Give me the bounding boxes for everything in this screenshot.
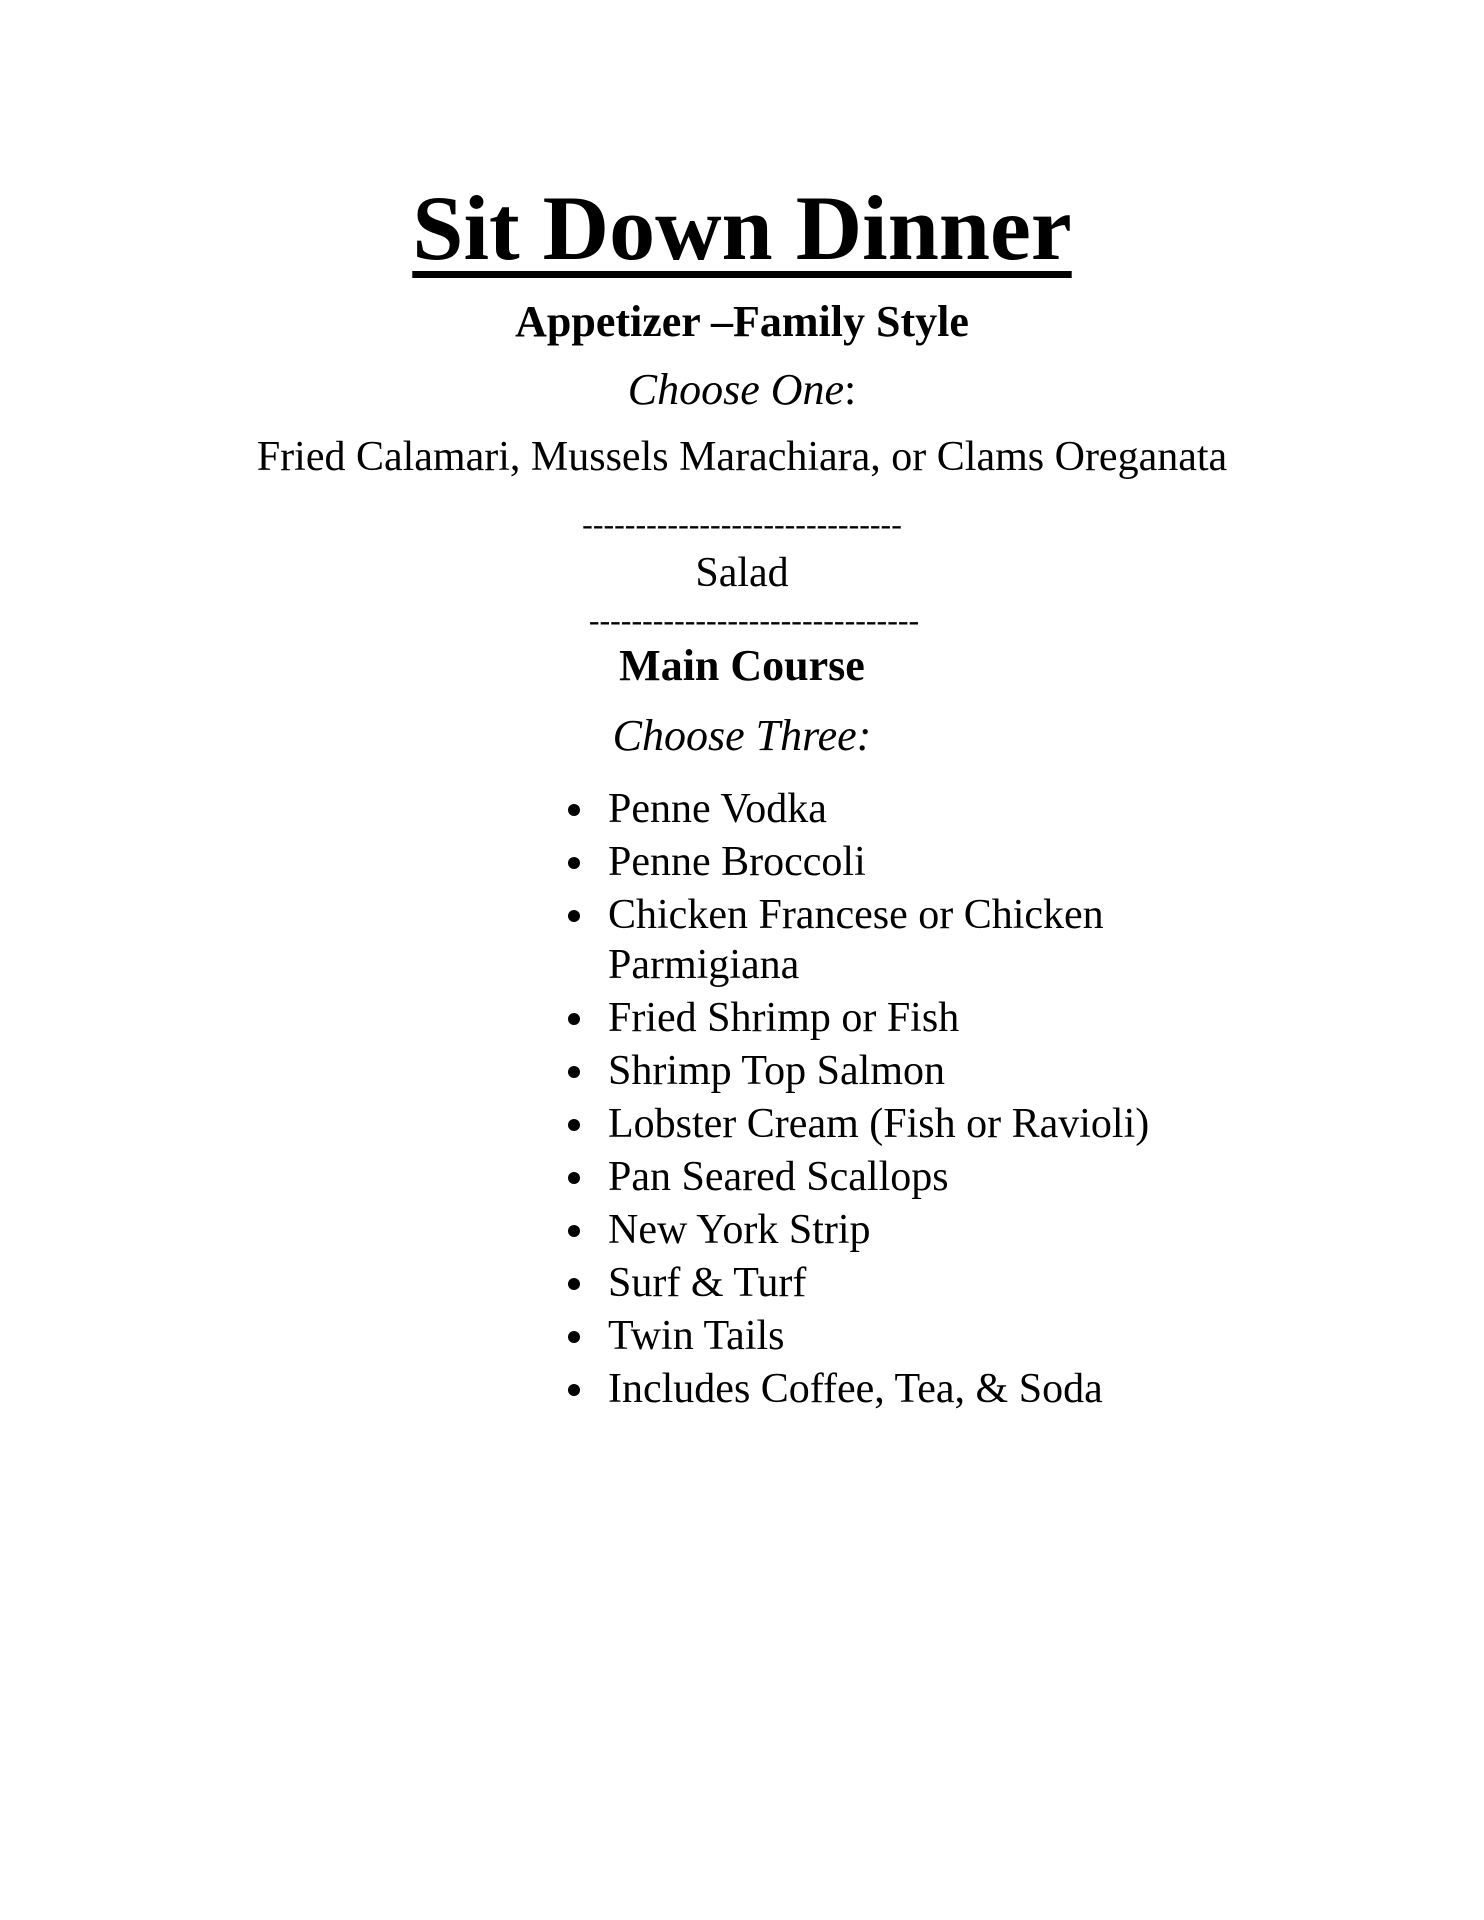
list-item-label: Shrimp Top Salmon <box>608 1048 945 1094</box>
list-item-label: Surf & Turf <box>608 1260 807 1306</box>
list-item-label: Includes Coffee, Tea, & Soda <box>608 1366 1103 1412</box>
list-item-label: Penne Broccoli <box>608 839 866 885</box>
salad-course: Salad <box>695 550 789 596</box>
list-item-label: Twin Tails <box>608 1313 785 1359</box>
bullet-icon <box>568 1384 580 1396</box>
list-item <box>562 784 1248 834</box>
main-course-choose-instruction: Choose Three: <box>612 711 872 760</box>
list-item <box>562 1205 1248 1255</box>
page-title: Sit Down Dinner <box>412 177 1072 279</box>
bullet-icon <box>568 804 580 816</box>
list-item-label: New York Strip <box>608 1207 871 1253</box>
bullet-icon <box>568 1278 580 1290</box>
bullet-icon <box>568 1225 580 1237</box>
list-item-label: Lobster Cream (Fish or Ravioli) <box>608 1101 1150 1147</box>
list-item-label: Penne Vodka <box>608 786 827 832</box>
bullet-icon <box>568 1331 580 1343</box>
bullet-icon <box>568 1172 580 1184</box>
appetizer-choose-label: Choose One <box>627 365 845 414</box>
list-item <box>562 1258 1248 1308</box>
main-course-list <box>562 784 1262 1417</box>
list-item <box>562 1364 1248 1414</box>
main-course-heading: Main Course <box>619 641 865 690</box>
appetizer-choose-colon: : <box>844 365 857 414</box>
list-item <box>562 837 1248 887</box>
appetizer-heading: Appetizer –Family Style <box>515 297 969 346</box>
divider-bottom: ------------------------------- <box>588 602 920 638</box>
appetizer-options: Fried Calamari, Mussels Marachiara, or Clams Oreganata <box>256 434 1228 480</box>
bullet-icon <box>568 1119 580 1131</box>
list-item <box>562 1152 1248 1202</box>
bullet-icon <box>568 910 580 922</box>
list-item <box>562 890 1248 990</box>
bullet-icon <box>568 857 580 869</box>
bullet-icon <box>568 1013 580 1025</box>
list-item-label: Fried Shrimp or Fish <box>608 995 960 1041</box>
list-item <box>562 1099 1248 1149</box>
bullet-icon <box>568 1066 580 1078</box>
list-item-label: Pan Seared Scallops <box>608 1154 949 1200</box>
list-item <box>562 993 1248 1043</box>
divider-top: ------------------------------ <box>582 506 902 542</box>
list-item <box>562 1046 1248 1096</box>
appetizer-choose-instruction <box>0 365 1484 414</box>
list-item <box>562 1311 1248 1361</box>
list-item-label: Chicken Francese or Chicken Parmigiana <box>608 892 1104 988</box>
